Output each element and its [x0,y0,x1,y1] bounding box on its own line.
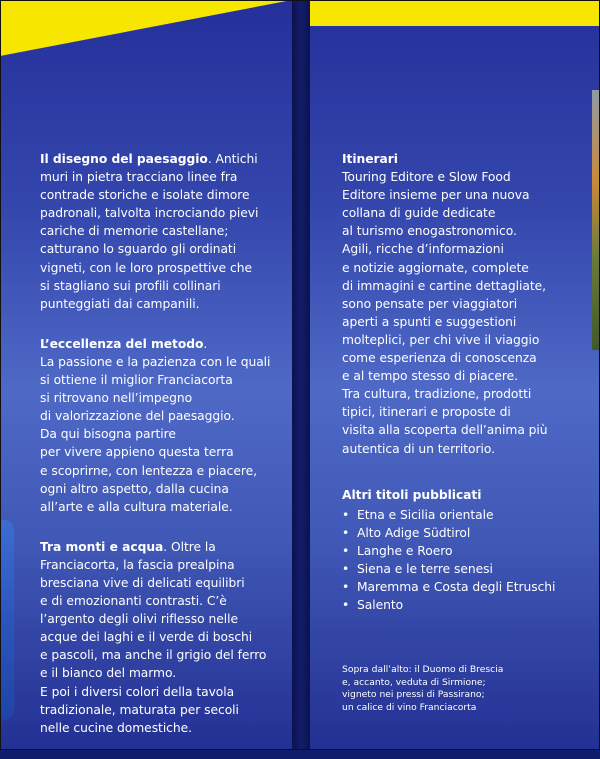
bullet-icon: • [342,525,350,540]
text-line: Touring Editore e Slow Food [342,170,511,185]
text-line: e di emozionanti contrasti. C’è [40,594,227,609]
bullet-icon: • [342,580,350,595]
list-item: • Salento [342,596,597,614]
text-line: collana di guide dedicate [342,206,496,221]
right-text-column [342,150,597,636]
text-line: tipici, itinerari e proposte di [342,405,511,420]
text-block-monti-acqua: Tra monti e acqua. Oltre la Franciacorta, la fascia prealpina bresciana vive di delicati equilibri e di emozionanti contrasti. C’è l’argento degli olivi riflesso nelle acque dei laghi e il verde di boschi e pascoli, ma anche il grigio del ferro e il bianco del marmo. E poi i diversi colori della tavola tradizionale, maturata per secoli nelle cucine domestiche. [40,538,288,737]
text-line: catturano lo sguardo gli ordinati [40,242,237,257]
text-line: acque dei laghi e il verde di boschi [40,630,253,645]
text-block-itinerari [342,150,597,458]
caption-line: Sopra dall’alto: il Duomo di Brescia [342,664,504,675]
yellow-top-band [310,0,600,26]
text-line: bresciana vive di delicati equilibri [40,575,245,590]
text-line: padronali, talvolta incrociando pievi [40,206,259,221]
text-line: visita alla scoperta dell’anima più [342,423,548,438]
block-heading: Il disegno del paesaggio [40,152,208,166]
text-block-metodo: L’eccellenza del metodo. La passione e la pazienza con le quali si ottiene il miglior Franciacorta si ritrovano nell’impegno di valorizzazione del paesaggio. Da qui bisogna partire per vivere appieno questa terra e scoprirne, con lentezza e piacere, ogni altro aspetto, dalla cucina all’arte e alla cultura materiale. [40,335,288,516]
text-line: di immagini e cartine dettagliate, [342,278,547,293]
yellow-corner-accent [0,0,292,56]
text-line: punteggiati dai campanili. [40,296,200,311]
text-line: contrade storiche e isolate dimore [40,188,250,203]
text-line: e al tempo stesso di piacere. [342,369,519,384]
itinerari-heading: Itinerari [342,152,398,166]
list-item: • Etna e Sicilia orientale [342,506,597,524]
text-line: come esperienza di conoscenza [342,351,537,366]
text-line: si ottiene il miglior Franciacorta [40,373,233,388]
text-line: molteplici, per chi vive il viaggio [342,332,540,347]
text-line: all’arte e alla cultura materiale. [40,499,233,514]
text-line: E poi i diversi colori della tavola [40,684,235,699]
text-line: Franciacorta, la fascia prealpina [40,557,235,572]
text-line: e scoprirne, con lentezza e piacere, [40,463,257,478]
left-text-column [40,150,288,759]
text-block-paesaggio: Il disegno del paesaggio. Antichi muri in pietra tracciano linee fra contrade storiche e isolate dimore padronali, talvolta incrociando pievi cariche di memorie castellane; catturano lo sguardo gli ordinati vigneti, con le loro prospettive che si stagliano sui profili collinari punteggiati dai campanili. [40,150,288,313]
block-heading: L’eccellenza del metodo [40,336,204,351]
text-line: Da qui bisogna partire [40,427,176,442]
photo-caption [342,664,592,714]
bullet-icon: • [342,507,350,522]
text-line: e notizie aggiornate, complete [342,260,529,275]
text-line: La passione e la pazienza con le quali [40,354,271,369]
text-line: Editore insieme per una nuova [342,188,530,203]
text-line: tradizionale, maturata per secoli [40,702,239,717]
text-line: Agili, ricche d’informazioni [342,242,504,257]
text-line: nelle cucine domestiche. [40,720,193,735]
block-heading: Tra monti e acqua [40,539,164,554]
caption-line: vigneto nei pressi di Passirano; [342,689,485,701]
text-line: muri in pietra tracciano linee fra [40,170,238,185]
caption-line: un calice di vino Franciacorta [342,701,477,713]
fold-divider [292,0,310,750]
text-line: sono pensate per viaggiatori [342,296,518,311]
text-line: Tra cultura, tradizione, prodotti [342,387,532,402]
text-line: si ritrovano nell’impegno [40,391,193,406]
titles-list-block [342,486,597,615]
decorative-blue-shape [0,520,14,720]
text-line: si stagliano sui profili collinari [40,278,221,293]
caption-line: e, accanto, veduta di Sirmione; [342,676,486,688]
bullet-icon: • [342,543,350,558]
text-line: vigneti, con le loro prospettive che [40,260,252,275]
text-line: e pascoli, ma anche il grigio del ferro [40,648,267,663]
titles-list [342,506,597,615]
text-line: al turismo enogastronomico. [342,224,517,239]
list-item: • Alto Adige Südtirol [342,524,597,542]
list-item: • Langhe e Roero [342,542,597,560]
bullet-icon: • [342,561,350,576]
text-line: di valorizzazione del paesaggio. [40,409,235,424]
titles-heading: Altri titoli pubblicati [342,487,482,502]
list-item: • Siena e le terre senesi [342,560,597,578]
text-line: l’argento degli olivi riflesso nelle [40,612,238,627]
text-line: e il bianco del marmo. [40,666,177,681]
text-line: ogni altro aspetto, dalla cucina [40,481,229,496]
bullet-icon: • [342,598,350,613]
text-line: per vivere appieno questa terra [40,445,234,460]
text-line: autentica di un territorio. [342,441,495,456]
list-item: • Maremma e Costa degli Etruschi [342,578,597,596]
text-line: aperti a spunti e suggestioni [342,314,517,329]
text-line: cariche di memorie castellane; [40,224,229,239]
